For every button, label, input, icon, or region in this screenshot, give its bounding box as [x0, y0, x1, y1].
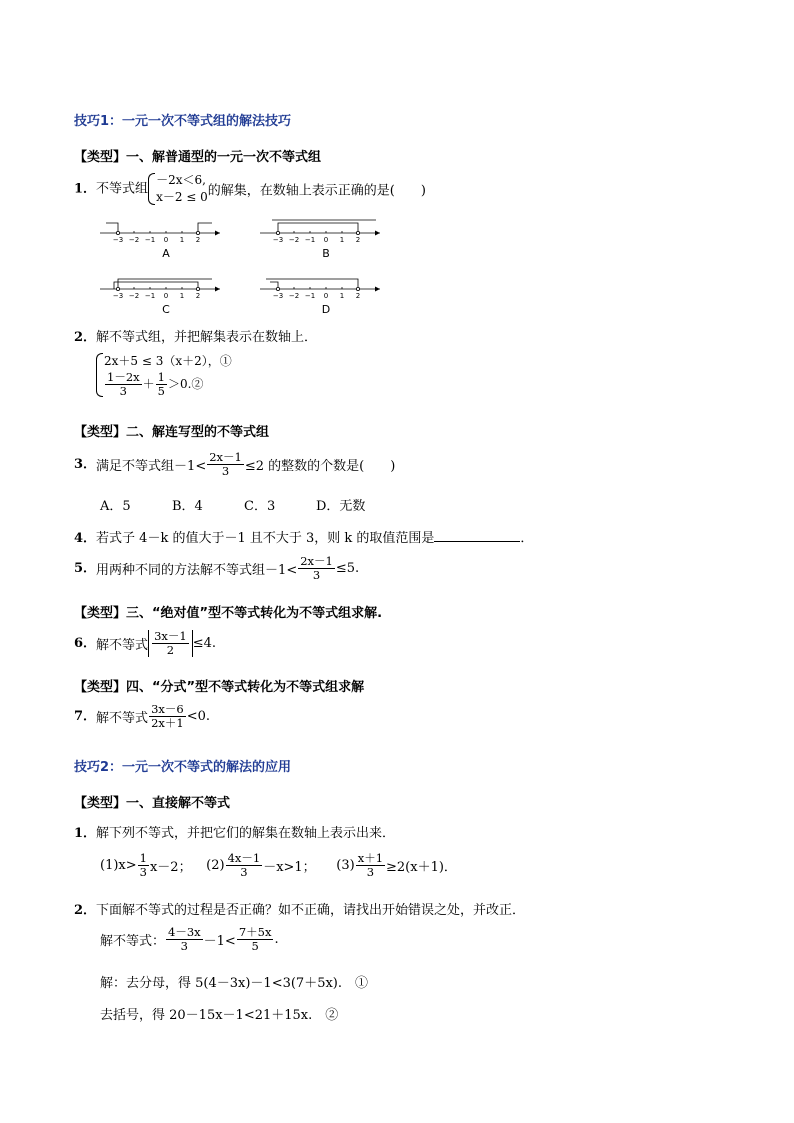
- fraction-numerator: 2x－1: [300, 554, 333, 568]
- part-1: [100, 852, 202, 879]
- question-9-inequality: [100, 926, 279, 953]
- fraction-numerator: 1: [139, 851, 147, 865]
- fraction-denominator: 3: [139, 865, 147, 880]
- option-label: D: [321, 303, 331, 316]
- fraction: [226, 852, 263, 879]
- type-3-title: 【类型】三、“绝对值”型不等式转化为不等式组求解.: [74, 606, 383, 621]
- inequality-system: [148, 172, 208, 206]
- endpoint-circle: [356, 287, 359, 290]
- choice-a[interactable]: A．5: [100, 499, 131, 514]
- tick-label: −2: [128, 236, 140, 244]
- question-3-prefix: 满足不等式组－1<: [96, 459, 207, 475]
- skill-2-title: 技巧2：一元一次不等式的解法的应用: [74, 760, 292, 775]
- fraction-numerator: 1－2x: [107, 370, 140, 384]
- tick-label: −3: [272, 236, 284, 244]
- part-2: [206, 852, 332, 879]
- question-6-prefix: 解不等式: [96, 638, 149, 654]
- endpoint-circle: [276, 231, 279, 234]
- question-5-prefix: 用两种不同的方法解不等式组－1<: [96, 563, 298, 579]
- part-2-prefix: (2): [206, 858, 225, 874]
- tick-label: 1: [339, 292, 345, 300]
- solution-inner-segment: [114, 282, 198, 289]
- question-3-choices: [100, 495, 365, 514]
- fraction: [138, 852, 149, 879]
- part-3-suffix: ≥2(x＋1)．: [386, 860, 457, 876]
- tick-label: 1: [339, 236, 345, 244]
- system-line-2-end: ＞0.②: [167, 377, 204, 392]
- question-8: [74, 822, 395, 841]
- fraction: [207, 451, 244, 478]
- fraction: [149, 703, 186, 730]
- type-2-title: 【类型】二、解连写型的不等式组: [74, 425, 270, 440]
- fraction-numerator: x＋1: [357, 851, 384, 865]
- answer-blank[interactable]: [434, 529, 520, 542]
- question-4: [74, 527, 533, 546]
- choice-d[interactable]: D．无数: [316, 499, 366, 514]
- absolute-value: [148, 630, 193, 657]
- option-label: C: [162, 303, 170, 316]
- solution-ray-right: [198, 223, 212, 233]
- question-number: 5．: [74, 561, 97, 577]
- endpoint-circle: [276, 287, 279, 290]
- tick-label: 0: [163, 236, 169, 244]
- fraction-numerator: 3x－6: [151, 702, 184, 716]
- question-number: 2．: [74, 330, 97, 345]
- question-2-system: [96, 352, 240, 398]
- fraction: [152, 630, 189, 657]
- fraction: [237, 926, 274, 953]
- solution-segment: [278, 223, 358, 233]
- part-3: [336, 852, 457, 879]
- tick-label: −2: [288, 292, 300, 300]
- question-1-prefix: 不等式组: [96, 181, 149, 197]
- tick-label: 1: [179, 292, 185, 300]
- question-3: [74, 451, 395, 478]
- part-2-suffix: －x>1；: [263, 860, 316, 876]
- option-label: A: [162, 247, 170, 260]
- endpoint-circle: [116, 231, 119, 234]
- fraction-denominator: 3: [180, 939, 188, 954]
- tick-label: 2: [195, 292, 201, 300]
- question-number: 4．: [74, 531, 97, 546]
- tick-label: 0: [323, 236, 329, 244]
- question-5-suffix: ≤5.: [335, 561, 360, 577]
- option-label: B: [322, 247, 330, 260]
- fraction-numerator: 1: [157, 370, 165, 384]
- choice-b[interactable]: B．4: [172, 499, 203, 514]
- number-line-options: [90, 205, 390, 325]
- tick-label: −2: [288, 236, 300, 244]
- tick-label: −3: [112, 292, 124, 300]
- fraction-numerator: 4－3x: [168, 925, 201, 939]
- tick-label: −1: [144, 292, 156, 300]
- fraction: [156, 371, 167, 398]
- fraction-numerator: 7＋5x: [238, 925, 272, 939]
- question-number: 1．: [74, 826, 97, 841]
- question-9-text: 下面解不等式的过程是否正确？如不正确，请找出开始错误之处，并改正．: [96, 903, 526, 918]
- number-line-d: [260, 279, 380, 316]
- fraction: [166, 926, 203, 953]
- fraction: [105, 371, 142, 398]
- axis-arrow-icon: [215, 287, 220, 292]
- fraction-denominator: 5: [157, 384, 165, 399]
- question-2: [74, 326, 317, 345]
- tick-label: −1: [144, 236, 156, 244]
- question-number: 7．: [74, 709, 97, 725]
- fraction-denominator: 3: [312, 568, 321, 583]
- fraction-denominator: 3: [366, 865, 375, 880]
- number-line-a: [100, 223, 220, 260]
- solution-step-1: 解：去分母，得 5(4－3x)－1<3(7＋5x). ①: [100, 976, 369, 991]
- question-6-suffix: ≤4.: [192, 636, 216, 652]
- fraction-denominator: 2x＋1: [151, 716, 184, 731]
- number-line-c: [100, 279, 220, 316]
- plus-sign: ＋: [142, 377, 155, 392]
- tick-label: 0: [163, 292, 169, 300]
- fraction: [298, 555, 335, 582]
- tick-label: −3: [272, 292, 284, 300]
- inequality-prefix: 解不等式：: [100, 934, 166, 950]
- fraction-denominator: 2: [166, 643, 175, 658]
- axis-arrow-icon: [375, 231, 380, 236]
- part-1-suffix: x－2；: [149, 860, 192, 876]
- tick-label: 2: [355, 236, 361, 244]
- question-1: [74, 172, 426, 206]
- axis-arrow-icon: [215, 231, 220, 236]
- question-3-suffix: ≤2 的整数的个数是( ): [244, 459, 396, 475]
- axis-arrow-icon: [375, 287, 380, 292]
- question-9: [74, 899, 525, 918]
- type-5-title: 【类型】一、直接解不等式: [74, 796, 231, 811]
- fraction-numerator: 3x－1: [154, 629, 187, 643]
- fraction-denominator: 3: [119, 384, 127, 399]
- solution-step-2: 去括号，得 20－15x－1<21＋15x. ②: [100, 1008, 339, 1023]
- question-number: 3．: [74, 457, 97, 473]
- question-2-text: 解不等式组，并把解集表示在数轴上．: [96, 330, 318, 345]
- question-4-end: ．: [520, 531, 534, 546]
- tick-label: 1: [179, 236, 185, 244]
- question-number: 2．: [74, 903, 97, 918]
- tick-label: 2: [355, 292, 361, 300]
- solution-ray-left: [266, 279, 358, 289]
- question-number: 1．: [74, 181, 97, 197]
- skill-1-title: 技巧1：一元一次不等式组的解法技巧: [74, 114, 292, 129]
- type-4-title: 【类型】四、“分式”型不等式转化为不等式组求解: [74, 680, 365, 695]
- endpoint-circle: [356, 231, 359, 234]
- part-1-prefix: (1)x>: [100, 858, 137, 874]
- question-7-prefix: 解不等式: [96, 711, 149, 727]
- tick-label: −1: [304, 236, 316, 244]
- question-4-text: 若式子 4－k 的值大于－1 且不大于 3，则 k 的取值范围是: [96, 531, 435, 546]
- question-7-suffix: <0.: [186, 709, 210, 725]
- solution-ray-left: [106, 223, 118, 233]
- question-6: [74, 630, 216, 657]
- tick-label: −2: [128, 292, 140, 300]
- endpoint-circle: [196, 231, 199, 234]
- question-8-parts: [100, 852, 457, 879]
- question-7: [74, 703, 210, 730]
- inequality-middle: －1<: [203, 934, 236, 950]
- tick-label: 2: [195, 236, 201, 244]
- question-1-suffix: 的解集，在数轴上表示正确的是( ): [207, 183, 426, 199]
- question-8-text: 解下列不等式，并把它们的解集在数轴上表示出来．: [96, 826, 396, 841]
- tick-label: −1: [304, 292, 316, 300]
- part-3-prefix: (3): [336, 858, 355, 874]
- tick-label: 0: [323, 292, 329, 300]
- fraction-denominator: 3: [240, 865, 248, 880]
- tick-label: −3: [112, 236, 124, 244]
- system-line-1: 2x＋5 ≤ 3（x＋2），①: [104, 354, 232, 368]
- system-line-1: －2x＜6,: [156, 173, 206, 187]
- type-1-title: 【类型】一、解普通型的一元一次不等式组: [74, 150, 322, 165]
- choice-c[interactable]: C．3: [244, 499, 276, 514]
- number-line-b: [260, 220, 380, 260]
- question-number: 6．: [74, 636, 97, 652]
- inequality-end: .: [274, 932, 279, 948]
- fraction-numerator: 2x－1: [209, 450, 242, 464]
- inequality-system: [96, 352, 240, 398]
- endpoint-circle: [196, 287, 199, 290]
- fraction-denominator: 5: [251, 939, 259, 954]
- fraction-numerator: 4x－1: [227, 851, 261, 865]
- fraction: [356, 852, 385, 879]
- question-5: [74, 555, 359, 582]
- fraction-denominator: 3: [221, 464, 230, 479]
- system-line-2: x－2 ≤ 0: [156, 190, 208, 204]
- endpoint-circle: [116, 287, 119, 290]
